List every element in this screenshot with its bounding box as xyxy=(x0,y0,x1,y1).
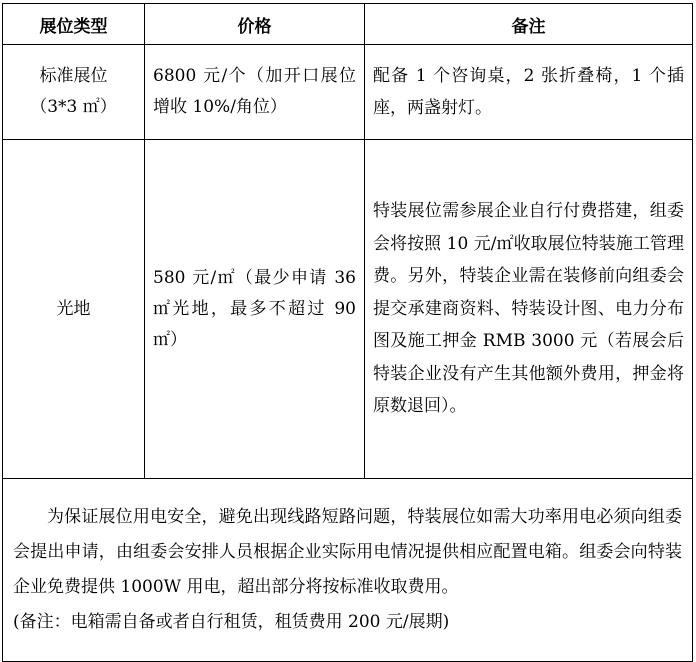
table-header-row xyxy=(3,4,693,45)
electricity-remark: (备注：电箱需自备或者自行租赁，租赁费用 200 元/展期) xyxy=(13,612,450,632)
price-cell: 6800 元/个（加开口展位增收 10%/角位） xyxy=(145,45,365,140)
booth-type-size: （3*3 ㎡） xyxy=(30,97,117,117)
header-price: 价格 xyxy=(145,4,365,45)
booth-type-cell xyxy=(3,140,145,479)
electricity-note-cell xyxy=(3,479,693,662)
table-footer-row xyxy=(3,479,693,662)
header-remarks: 备注 xyxy=(365,4,693,45)
booth-type-cell xyxy=(3,45,145,140)
remarks-cell: 配备 1 个咨询桌，2 张折叠椅，1 个插座，两盏射灯。 xyxy=(365,45,693,140)
header-booth-type: 展位类型 xyxy=(3,4,145,45)
table-row-standard-booth xyxy=(3,45,693,140)
booth-pricing-table xyxy=(2,3,693,662)
price-cell: 580 元/㎡（最少申请 36 ㎡光地，最多不超过 90 ㎡） xyxy=(145,140,365,479)
remarks-cell: 特装展位需参展企业自行付费搭建，组委会将按照 10 元/㎡收取展位特装施工管理费。另外，特装企业需在装修前向组委会提交承建商资料、特装设计图、电力分布图及施工押金 RMB 3000 元（若展会后特装企业没有产生其他额外费用，押金将原数退回）。 xyxy=(365,140,693,479)
booth-type-name: 标准展位 xyxy=(39,66,108,86)
booth-type-name: 光地 xyxy=(56,298,91,319)
table-row-raw-space xyxy=(3,140,693,479)
electricity-paragraph: 为保证展位用电安全，避免出现线路短路问题，特装展位如需大功率用电必须向组委会提出申请，由组委会安排人员根据企业实际用电情况提供相应配置电箱。组委会向特装企业免费提供 1000W 用电，超出部分将按标准收取费用。 xyxy=(13,507,682,597)
